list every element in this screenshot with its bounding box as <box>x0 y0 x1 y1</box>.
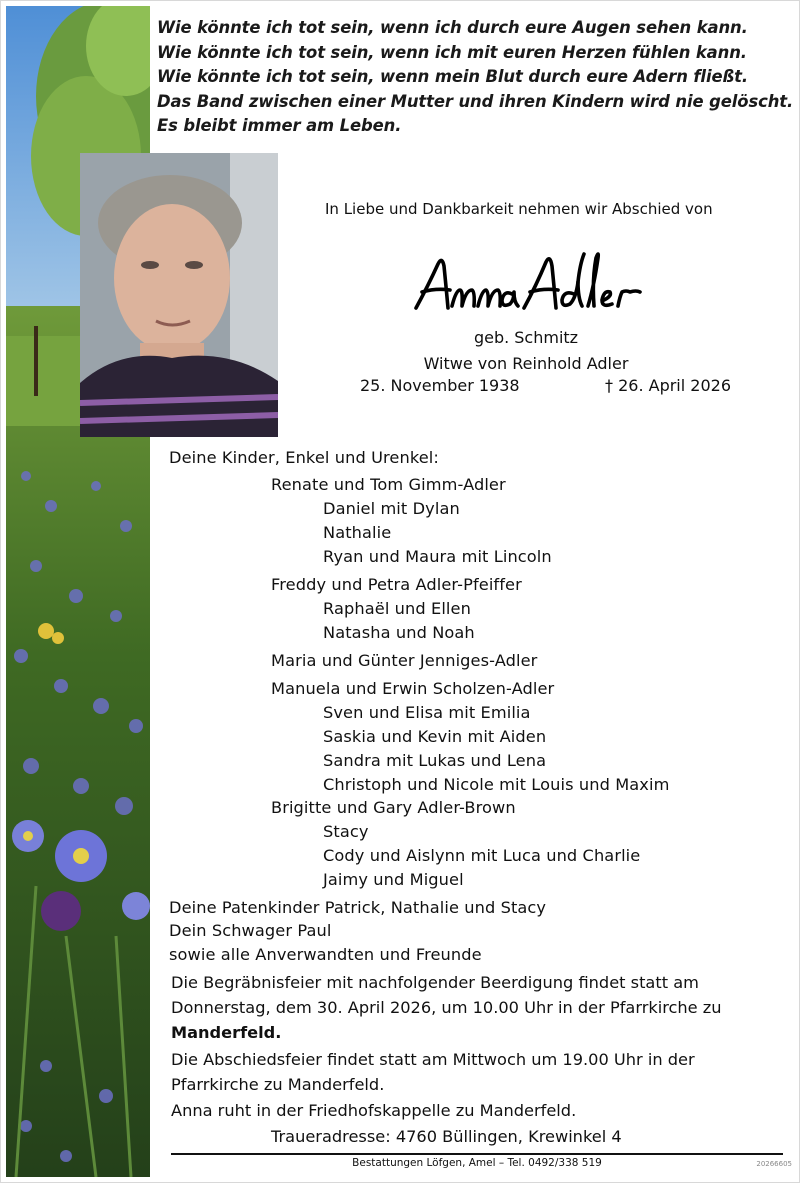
resting-place: Anna ruht in der Friedhofskappelle zu Manderfeld. <box>171 1101 577 1120</box>
deceased-name-signature <box>408 246 678 326</box>
poem-line: Wie könnte ich tot sein, wenn ich durch eure Augen sehen kann. <box>157 18 748 37</box>
family-child: Jaimy und Miguel <box>323 870 464 889</box>
relatives: sowie alle Anverwandten und Freunde <box>169 945 482 964</box>
portrait-photo <box>80 153 278 437</box>
undertaker-footer: Bestattungen Löfgen, Amel – Tel. 0492/338 519 <box>352 1157 602 1169</box>
family-child: Saskia und Kevin mit Aiden <box>323 727 547 746</box>
birth-name: geb. Schmitz <box>473 328 579 347</box>
funeral-info-line: Die Begräbnisfeier mit nachfolgender Beerdigung findet statt am <box>171 973 699 992</box>
funeral-info-line: Donnerstag, dem 30. April 2026, um 10.00 Uhr in der Pfarrkirche zu <box>171 998 722 1017</box>
widow-of: Witwe von Reinhold Adler <box>423 354 629 373</box>
ad-code: 20266605 <box>756 1160 792 1168</box>
footer-divider <box>171 1153 783 1155</box>
farewell-info-line: Die Abschiedsfeier findet statt am Mittwoch um 19.00 Uhr in der <box>171 1050 695 1069</box>
family-child: Stacy <box>323 822 369 841</box>
birth-date: 25. November 1938 <box>360 376 520 395</box>
mourning-address: Traueradresse: 4760 Büllingen, Krewinkel 4 <box>271 1127 622 1146</box>
poem <box>157 16 797 139</box>
brother-in-law: Dein Schwager Paul <box>169 921 332 940</box>
family-parents: Manuela und Erwin Scholzen-Adler <box>271 679 555 698</box>
family-child: Christoph und Nicole mit Louis und Maxim <box>323 775 670 794</box>
family-child: Ryan und Maura mit Lincoln <box>323 547 552 566</box>
family-child: Sandra mit Lukas und Lena <box>323 751 547 770</box>
family-parents: Maria und Günter Jenniges-Adler <box>271 651 538 670</box>
family-child: Nathalie <box>323 523 392 542</box>
poem-line: Wie könnte ich tot sein, wenn ich mit euren Herzen fühlen kann. <box>157 42 747 62</box>
family-parents: Brigitte und Gary Adler-Brown <box>271 798 516 817</box>
family-parents: Freddy und Petra Adler-Pfeiffer <box>271 575 522 594</box>
family-child: Raphaël und Ellen <box>323 599 471 618</box>
intro-text: In Liebe und Dankbarkeit nehmen wir Abschied von <box>325 200 713 218</box>
death-date: † 26. April 2026 <box>605 376 731 395</box>
family-parents: Renate und Tom Gimm-Adler <box>271 475 506 494</box>
family-child: Natasha und Noah <box>323 623 475 642</box>
godchildren: Deine Patenkinder Patrick, Nathalie und Stacy <box>169 898 547 917</box>
family-heading: Deine Kinder, Enkel und Urenkel: <box>169 448 439 467</box>
family-child: Sven und Elisa mit Emilia <box>323 703 531 722</box>
family-child: Cody und Aislynn mit Luca und Charlie <box>323 846 641 865</box>
funeral-info-line: Manderfeld. <box>171 1023 282 1042</box>
poem-line: Es bleibt immer am Leben. <box>157 116 402 136</box>
family-child: Daniel mit Dylan <box>323 499 460 518</box>
poem-line: Das Band zwischen einer Mutter und ihren Kindern wird nie gelöscht. <box>157 91 794 111</box>
poem-line: Wie könnte ich tot sein, wenn mein Blut durch eure Adern fließt. <box>157 67 749 87</box>
farewell-info-line: Pfarrkirche zu Manderfeld. <box>171 1075 385 1094</box>
